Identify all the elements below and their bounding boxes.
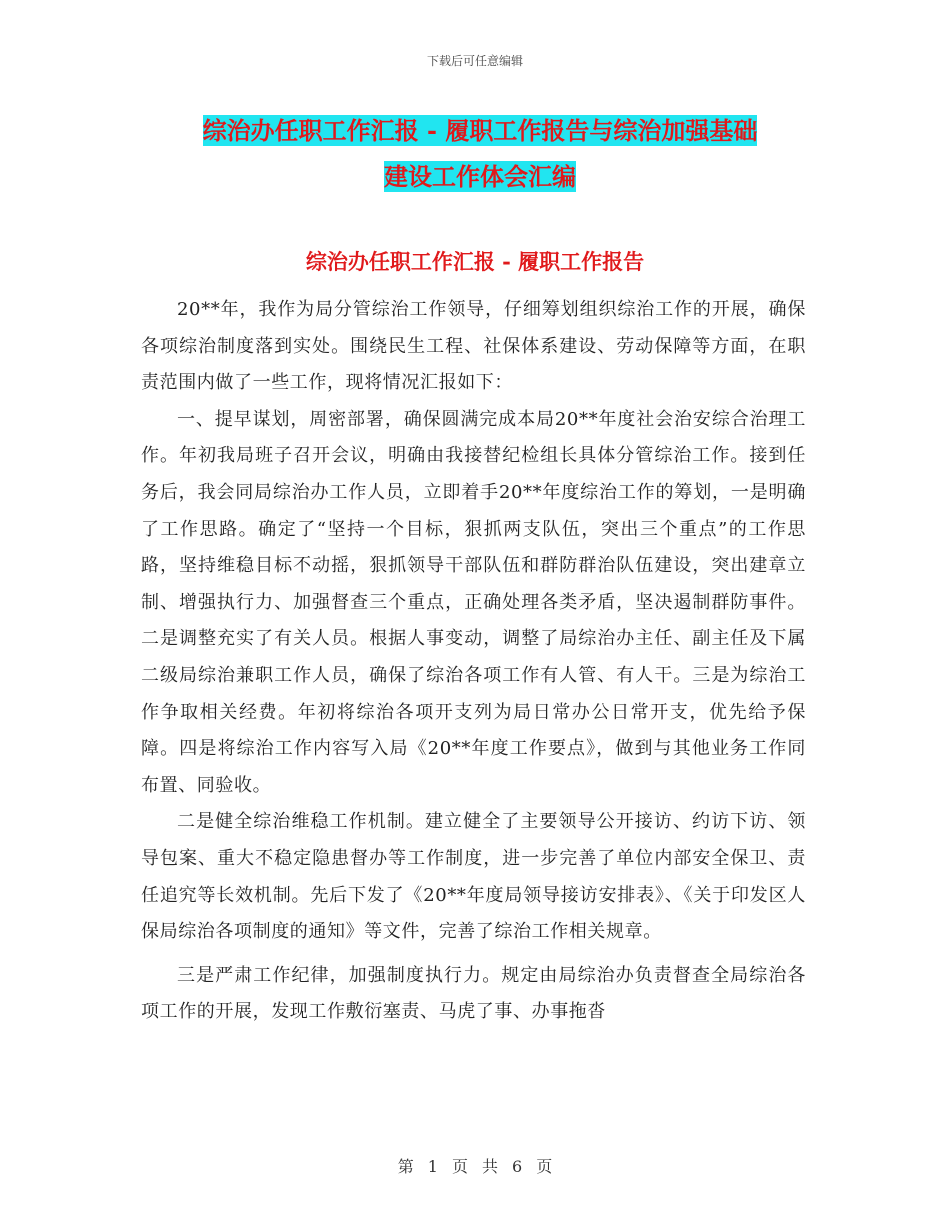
page-footer — [0, 1154, 950, 1177]
footer-page-current: 1 — [427, 1157, 438, 1176]
footer-suffix: 页 — [536, 1157, 553, 1176]
paragraph-intro: 20**年，我作为局分管综治工作领导，仔细筹划组织综治工作的开展，确保各项综治制度落到实处。围绕民生工程、社保体系建设、劳动保障等方面，在职责范围内做了一些工作，现将情况汇报如下： — [141, 299, 806, 394]
paragraph-two: 二是健全综治维稳工作机制。建立健全了主要领导公开接访、约访下访、领导包案、重大不稳定隐患督办等工作制度，进一步完善了单位内部安全保卫、责任追究等长效机制。先后下发了《20**年度局领导接访安排表》、《关于印发区人保局综治各项制度的通知》等文件，完善了综治工作相关规章。 — [141, 811, 806, 943]
title-line-1: 综治办任职工作汇报 - 履职工作报告与综治加强基础 — [202, 116, 758, 145]
footer-total-label: 共 — [482, 1157, 499, 1176]
document-body — [141, 292, 806, 1031]
paragraph-one: 一、提早谋划，周密部署，确保圆满完成本局20**年度社会治安综合治理工作。年初我局班子召开会议，明确由我接替纪检组长具体分管综治工作。接到任务后，我会同局综治办工作人员，立即着手20**年度综治工作的筹划，一是明确了工作思路。确定了“坚持一个目标，狠抓两支队伍，突出三个重点”的工作思路，坚持维稳目标不动摇，狠抓领导干部队伍和群防群治队伍建设，突出建章立制、增强执行力、加强督查三个重点，正确处理各类矛盾，坚决遏制群防事件。二是调整充实了有关人员。根据人事变动，调整了局综治办主任、副主任及下属二级局综治兼职工作人员，确保了综治各项工作有人管、有人干。三是为综治工作争取相关经费。年初将综治各项开支列为局日常办公日常开支，优先给予保障。四是将综治工作内容写入局《20**年度工作要点》，做到与其他业务工作同布置、同验收。 — [141, 408, 806, 796]
title-line-2: 建设工作体会汇编 — [384, 162, 576, 191]
paragraph-three: 三是严肃工作纪律，加强制度执行力。规定由局综治办负责督查全局综治各项工作的开展，发现工作敷衍塞责、马虎了事、办事拖沓 — [141, 964, 806, 1023]
footer-page-total: 6 — [512, 1157, 523, 1176]
footer-page-label: 页 — [451, 1157, 468, 1176]
section-title: 综治办任职工作汇报 - 履职工作报告 — [305, 249, 645, 274]
footer-prefix: 第 — [397, 1157, 414, 1176]
document-title — [140, 108, 820, 200]
header-note: 下载后可任意编辑 — [426, 54, 523, 68]
